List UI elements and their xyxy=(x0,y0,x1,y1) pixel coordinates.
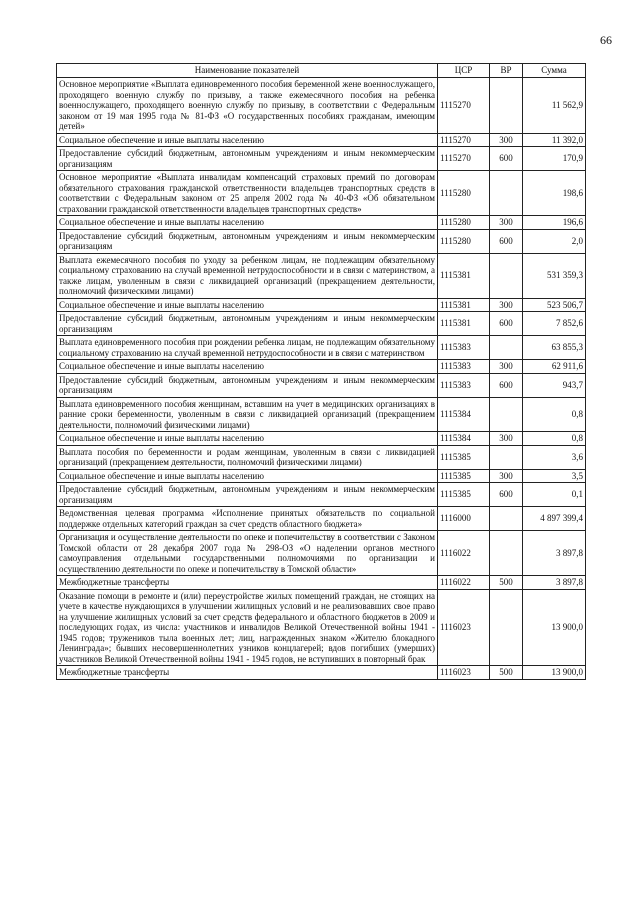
row-csr: 1115383 xyxy=(438,373,490,397)
header-vr: ВР xyxy=(490,64,523,78)
row-name: Выплата единовременного пособия женщинам, вставшим на учет в медицинских организациях в ранние сроки беременности, уволенным в связи с ликвидацией организаций (прекращением деятельности, полномочий физическими лицами) xyxy=(57,397,438,432)
header-csr: ЦСР xyxy=(438,64,490,78)
row-sum: 170,9 xyxy=(523,147,586,171)
table-row xyxy=(57,360,586,374)
row-name: Социальное обеспечение и иные выплаты населению xyxy=(57,432,438,446)
table-row xyxy=(57,298,586,312)
table-row xyxy=(57,445,586,469)
row-csr: 1115280 xyxy=(438,229,490,253)
row-csr: 1115383 xyxy=(438,360,490,374)
row-vr: 600 xyxy=(490,312,523,336)
table-row xyxy=(57,666,586,680)
row-vr xyxy=(490,171,523,216)
row-sum: 3 897,8 xyxy=(523,576,586,590)
table-row xyxy=(57,171,586,216)
row-sum: 523 506,7 xyxy=(523,298,586,312)
row-name: Предоставление субсидий бюджетным, автономным учреждениям и иным некоммерческим организациям xyxy=(57,483,438,507)
table-row xyxy=(57,78,586,134)
table-row xyxy=(57,531,586,576)
row-vr xyxy=(490,253,523,298)
table-header-row xyxy=(57,64,586,78)
row-sum: 2,0 xyxy=(523,229,586,253)
row-sum: 62 911,6 xyxy=(523,360,586,374)
row-vr: 600 xyxy=(490,373,523,397)
row-name: Основное мероприятие «Выплата единовременного пособия беременной жене военнослужащего, проходящего военную службу по призыву, а также ежемесячного пособия на ребенка военнослужащего, проходящего военную службу по призыву, в соответствии с Федеральным законом от 19 мая 1995 года № 81-ФЗ «О государственных пособиях гражданам, имеющим детей» xyxy=(57,78,438,134)
row-name: Выплата ежемесячного пособия по уходу за ребенком лицам, не подлежащим обязательному социальному страхованию на случай временной нетрудоспособности и в связи с материнством, а также лицам, уволенным в связи с ликвидацией организаций (прекращением деятельности, полномочий физическими лицами) xyxy=(57,253,438,298)
row-sum: 196,6 xyxy=(523,216,586,230)
table-row xyxy=(57,483,586,507)
row-vr: 300 xyxy=(490,133,523,147)
row-csr: 1115384 xyxy=(438,397,490,432)
row-csr: 1115270 xyxy=(438,133,490,147)
row-name: Предоставление субсидий бюджетным, автономным учреждениям и иным некоммерческим организациям xyxy=(57,229,438,253)
row-csr: 1116023 xyxy=(438,666,490,680)
row-name: Социальное обеспечение и иные выплаты населению xyxy=(57,469,438,483)
row-csr: 1115385 xyxy=(438,469,490,483)
row-vr: 300 xyxy=(490,432,523,446)
table-row xyxy=(57,229,586,253)
table-row xyxy=(57,336,586,360)
row-name: Межбюджетные трансферты xyxy=(57,666,438,680)
row-csr: 1115385 xyxy=(438,483,490,507)
row-vr xyxy=(490,507,523,531)
row-name: Предоставление субсидий бюджетным, автономным учреждениям и иным некоммерческим организациям xyxy=(57,373,438,397)
row-vr xyxy=(490,531,523,576)
row-sum: 3,5 xyxy=(523,469,586,483)
row-csr: 1115270 xyxy=(438,147,490,171)
table-row xyxy=(57,312,586,336)
row-csr: 1115384 xyxy=(438,432,490,446)
row-sum: 0,1 xyxy=(523,483,586,507)
row-sum: 0,8 xyxy=(523,397,586,432)
row-sum: 13 900,0 xyxy=(523,666,586,680)
row-name: Выплата пособия по беременности и родам женщинам, уволенным в связи с ликвидацией организаций (прекращением деятельности, полномочий физическими лицами) xyxy=(57,445,438,469)
row-vr: 300 xyxy=(490,216,523,230)
row-csr: 1115381 xyxy=(438,312,490,336)
row-name: Предоставление субсидий бюджетным, автономным учреждениям и иным некоммерческим организациям xyxy=(57,312,438,336)
row-csr: 1115381 xyxy=(438,298,490,312)
row-csr: 1116023 xyxy=(438,589,490,666)
row-sum: 0,8 xyxy=(523,432,586,446)
row-vr: 600 xyxy=(490,147,523,171)
table-row xyxy=(57,373,586,397)
row-csr: 1115385 xyxy=(438,445,490,469)
row-sum: 11 562,9 xyxy=(523,78,586,134)
table-row xyxy=(57,133,586,147)
row-sum: 63 855,3 xyxy=(523,336,586,360)
row-csr: 1116000 xyxy=(438,507,490,531)
row-name: Предоставление субсидий бюджетным, автономным учреждениям и иным некоммерческим организациям xyxy=(57,147,438,171)
row-name: Основное мероприятие «Выплата инвалидам компенсаций страховых премий по договорам обязательного страхования гражданской ответственности владельцев транспортных средств в соответствии с Федеральным законом от 25 апреля 2002 года № 40-ФЗ «Об обязательном страховании гражданской ответственности владельцев транспортных средств» xyxy=(57,171,438,216)
row-name: Выплата единовременного пособия при рождении ребенка лицам, не подлежащим обязательному социальному страхованию на случай временной нетрудоспособности и в связи с материнством xyxy=(57,336,438,360)
header-sum: Сумма xyxy=(523,64,586,78)
table-row xyxy=(57,147,586,171)
table-row xyxy=(57,432,586,446)
row-sum: 943,7 xyxy=(523,373,586,397)
table-row xyxy=(57,397,586,432)
row-name: Социальное обеспечение и иные выплаты населению xyxy=(57,133,438,147)
row-vr: 600 xyxy=(490,483,523,507)
header-name: Наименование показателей xyxy=(57,64,438,78)
table-row xyxy=(57,216,586,230)
row-csr: 1115280 xyxy=(438,216,490,230)
row-csr: 1116022 xyxy=(438,531,490,576)
row-sum: 11 392,0 xyxy=(523,133,586,147)
row-sum: 3 897,8 xyxy=(523,531,586,576)
row-name: Социальное обеспечение и иные выплаты населению xyxy=(57,298,438,312)
row-vr xyxy=(490,336,523,360)
row-name: Межбюджетные трансферты xyxy=(57,576,438,590)
row-vr xyxy=(490,445,523,469)
row-sum: 531 359,3 xyxy=(523,253,586,298)
table-row xyxy=(57,469,586,483)
row-vr xyxy=(490,78,523,134)
table-row xyxy=(57,507,586,531)
row-name: Оказание помощи в ремонте и (или) переустройстве жилых помещений граждан, не стоящих на учете в качестве нуждающихся в улучшении жилищных условий и не реализовавших свое право на улучшение жилищных условий за счет средств федерального и областного бюджетов в 2009 и последующих годах, из числа: участников и инвалидов Великой Отечественной войны 1941 - 1945 годов; тружеников тыла военных лет; лиц, награжденных знаком «Жителю блокадного Ленинграда»; бывших несовершеннолетних узников концлагерей; вдов погибших (умерших) участников Великой Отечественной войны 1941 - 1945 годов, не вступивших в повторный брак xyxy=(57,589,438,666)
page-number: 66 xyxy=(600,33,612,47)
table-row xyxy=(57,589,586,666)
row-vr: 300 xyxy=(490,298,523,312)
table-row xyxy=(57,576,586,590)
row-sum: 4 897 399,4 xyxy=(523,507,586,531)
row-vr xyxy=(490,589,523,666)
table-row xyxy=(57,253,586,298)
row-csr: 1115270 xyxy=(438,78,490,134)
row-name: Ведомственная целевая программа «Исполнение принятых обязательств по социальной поддержке отдельных категорий граждан за счет средств областного бюджета» xyxy=(57,507,438,531)
row-vr xyxy=(490,397,523,432)
row-sum: 13 900,0 xyxy=(523,589,586,666)
row-name: Организация и осуществление деятельности по опеке и попечительству в соответствии с Законом Томской области от 28 декабря 2007 года № 298-ОЗ «О наделении органов местного самоуправления отдельными государственными полномочиями по организации и осуществлению деятельности по опеке и попечительству в Томской области» xyxy=(57,531,438,576)
row-csr: 1115381 xyxy=(438,253,490,298)
row-vr: 300 xyxy=(490,469,523,483)
row-sum: 7 852,6 xyxy=(523,312,586,336)
row-sum: 3,6 xyxy=(523,445,586,469)
row-vr: 600 xyxy=(490,229,523,253)
row-name: Социальное обеспечение и иные выплаты населению xyxy=(57,216,438,230)
budget-table xyxy=(56,63,586,680)
row-vr: 300 xyxy=(490,360,523,374)
row-csr: 1115280 xyxy=(438,171,490,216)
row-csr: 1116022 xyxy=(438,576,490,590)
row-vr: 500 xyxy=(490,666,523,680)
row-vr: 500 xyxy=(490,576,523,590)
row-csr: 1115383 xyxy=(438,336,490,360)
row-name: Социальное обеспечение и иные выплаты населению xyxy=(57,360,438,374)
row-sum: 198,6 xyxy=(523,171,586,216)
